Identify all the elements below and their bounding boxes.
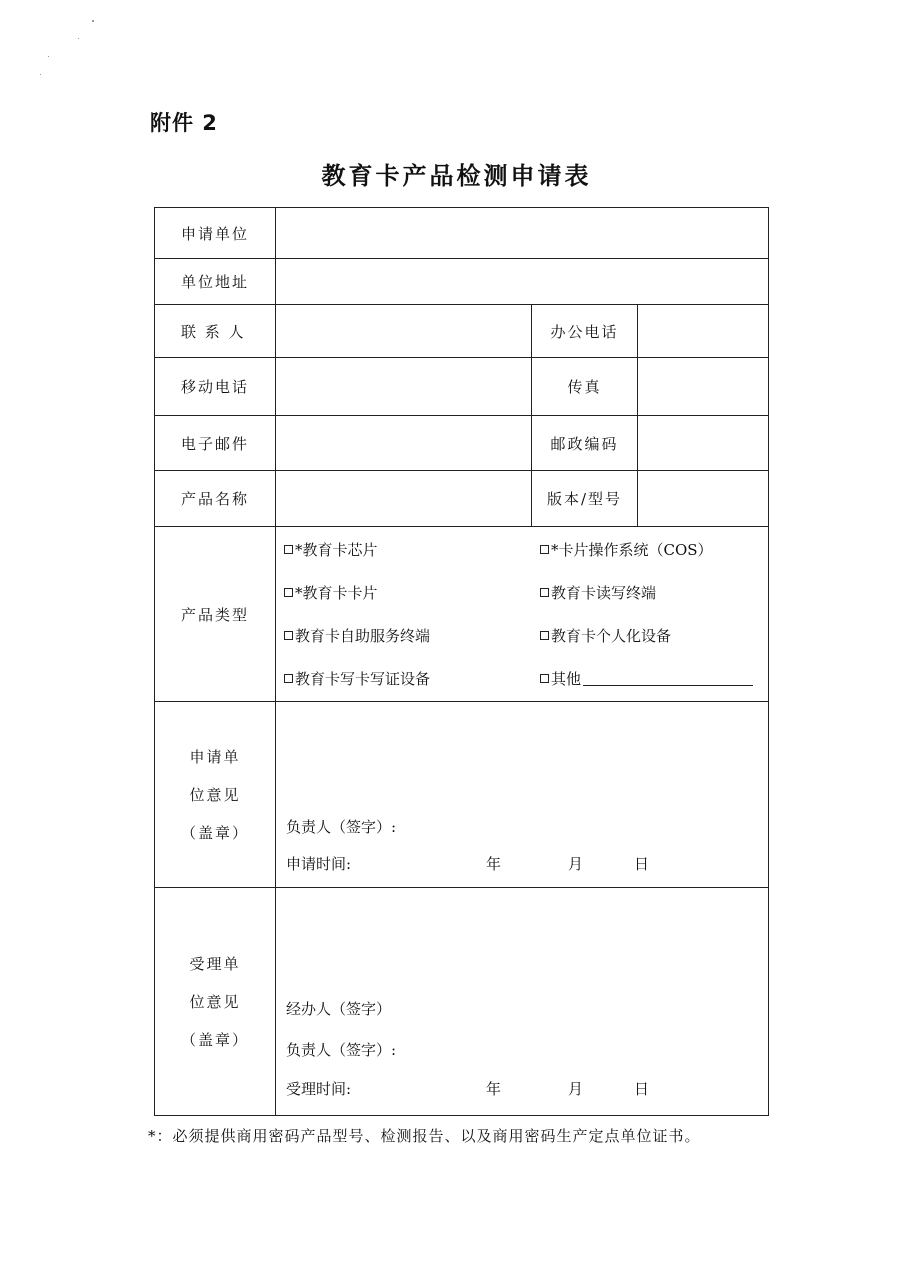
- checkbox[interactable]: [540, 631, 549, 640]
- fax-field[interactable]: [638, 358, 769, 416]
- page-title: 教育卡产品检测申请表: [321, 161, 592, 190]
- receive-date: 受理时间: 年 月 日: [286, 1080, 650, 1098]
- email-field[interactable]: [276, 416, 532, 471]
- checkbox[interactable]: [540, 545, 549, 554]
- mobile-phone-label: 移动电话: [155, 358, 276, 416]
- unit-address-field[interactable]: [276, 259, 769, 305]
- mobile-phone-field[interactable]: [276, 358, 532, 416]
- office-phone-field[interactable]: [638, 305, 769, 358]
- product-type-options: [276, 527, 769, 702]
- product-type-option[interactable]: 教育卡写卡写证设备: [284, 658, 540, 701]
- application-form: [154, 207, 769, 1116]
- contact-person-field[interactable]: [276, 305, 532, 358]
- row-product-type: [155, 527, 769, 702]
- email-label: 电子邮件: [155, 416, 276, 471]
- receiver-opinion-label: 受理单 位意见 （盖章）: [155, 888, 276, 1116]
- version-model-label: 版本/型号: [532, 471, 638, 527]
- row-applicant-opinion: [155, 702, 769, 888]
- application-date: 申请时间: 年 月 日: [286, 855, 650, 873]
- product-type-option[interactable]: *教育卡芯片: [284, 529, 540, 572]
- checkbox[interactable]: [284, 631, 293, 640]
- contact-person-label: 联 系 人: [155, 305, 276, 358]
- other-blank-line[interactable]: [583, 685, 753, 686]
- version-model-field[interactable]: [638, 471, 769, 527]
- applicant-unit-field[interactable]: [276, 208, 769, 259]
- product-type-option[interactable]: 教育卡读写终端: [540, 572, 780, 615]
- scan-speck: [92, 20, 94, 22]
- receiver-opinion-field[interactable]: [276, 888, 769, 1116]
- fax-label: 传真: [532, 358, 638, 416]
- row-email: [155, 416, 769, 471]
- product-name-label: 产品名称: [155, 471, 276, 527]
- scan-speck: [78, 38, 79, 39]
- applicant-opinion-label: 申请单 位意见 （盖章）: [155, 702, 276, 888]
- row-applicant-unit: [155, 208, 769, 259]
- row-product-name: [155, 471, 769, 527]
- receiver-responsible-signature: 负责人（签字）:: [286, 1041, 397, 1059]
- office-phone-label: 办公电话: [532, 305, 638, 358]
- checkbox[interactable]: [284, 674, 293, 683]
- applicant-opinion-field[interactable]: [276, 702, 769, 888]
- unit-address-label: 单位地址: [155, 259, 276, 305]
- handler-signature: 经办人（签字）: [286, 1000, 392, 1018]
- postal-code-field[interactable]: [638, 416, 769, 471]
- product-type-option[interactable]: 教育卡个人化设备: [540, 615, 780, 658]
- row-mobile: [155, 358, 769, 416]
- product-type-option-other[interactable]: 其他: [540, 658, 780, 701]
- checkbox[interactable]: [284, 588, 293, 597]
- checkbox[interactable]: [540, 588, 549, 597]
- postal-code-label: 邮政编码: [532, 416, 638, 471]
- row-unit-address: [155, 259, 769, 305]
- product-type-option[interactable]: 教育卡自助服务终端: [284, 615, 540, 658]
- applicant-unit-label: 申请单位: [155, 208, 276, 259]
- attachment-label: 附件 2: [150, 111, 218, 135]
- footnote: *：必须提供商用密码产品型号、检测报告、以及商用密码生产定点单位证书。: [148, 1127, 701, 1145]
- checkbox[interactable]: [540, 674, 549, 683]
- scan-speck: [48, 56, 49, 57]
- row-receiver-opinion: [155, 888, 769, 1116]
- checkbox[interactable]: [284, 545, 293, 554]
- row-contact: [155, 305, 769, 358]
- responsible-signature: 负责人（签字）:: [286, 818, 397, 836]
- product-type-option[interactable]: *教育卡卡片: [284, 572, 540, 615]
- product-type-label: 产品类型: [155, 527, 276, 702]
- product-name-field[interactable]: [276, 471, 532, 527]
- product-type-option[interactable]: *卡片操作系统（COS）: [540, 529, 780, 572]
- scan-speck: [40, 74, 41, 75]
